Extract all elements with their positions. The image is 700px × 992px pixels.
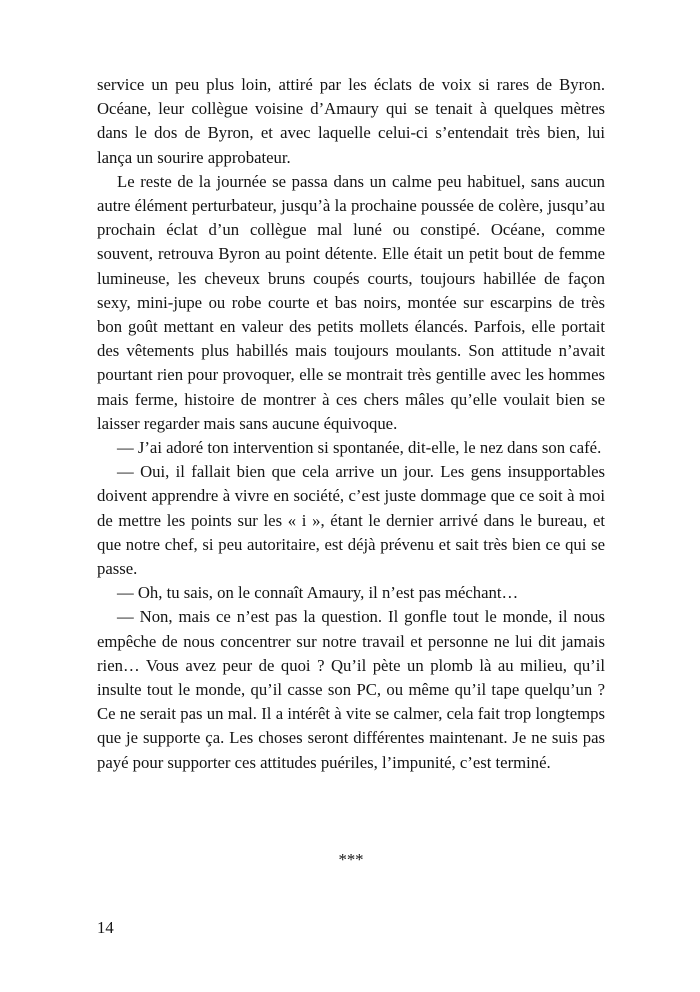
paragraph-dialogue-byron: — Oui, il fallait bien que cela arrive un jour. Les gens insupportables doivent apprendre à vivre en société, c’est juste dommage que ce soit à moi de mettre les points sur les « i », étant le dernier arrivé dans le bureau, et que notre chef, si peu autoritaire, est déjà prévenu et sait très bien ce qui se passe. bbox=[97, 462, 605, 579]
page-number: 14 bbox=[97, 918, 114, 937]
paragraph-dialogue-oceane-2: — Oh, tu sais, on le connaît Amaury, il n’est pas méchant… bbox=[117, 583, 519, 603]
paragraph-narration: Le reste de la journée se passa dans un calme peu habituel, sans aucun autre élément perturbateur, jusqu’à la prochaine poussée de colère, jusqu’au prochain éclat d’un collègue mal luné ou constipé. Océane, comme souvent, retrouva Byron au point détente. Elle était un petit bout de femme lumineuse, les cheveux bruns coupés courts, toujours habillée de façon sexy, mini-jupe ou robe courte et bas noirs, montée sur escarpins de très bon goût mettant en valeur des petits mollets élancés. Parfois, elle portait des vêtements plus habillés mais toujours moulants. Son attitude n’avait pourtant rien pour provoquer, elle se montrait très gentille avec les hommes mais ferme, histoire de montrer à ces chers mâles qu’elle voulait bien se laisser regarder mais sans aucune équivoque. bbox=[97, 171, 605, 433]
body-text bbox=[97, 73, 605, 775]
paragraph-dialogue-byron-2: — Non, mais ce n’est pas la question. Il gonfle tout le monde, il nous empêche de nous concentrer sur notre travail et personne ne lui dit jamais rien… Vous avez peur de quoi ? Qu’il pète un plomb là au milieu, qu’il insulte tout le monde, qu’il casse son PC, ou même qu’il tape quelqu’un ? Ce ne serait pas un mal. Il a intérêt à vite se calmer, cela fait trop longtemps que je supporte ça. Les choses seront différentes maintenant. Je ne suis pas payé pour supporter ces attitudes puériles, l’impunité, c’est terminé. bbox=[97, 607, 605, 772]
paragraph-continuation: service un peu plus loin, attiré par les éclats de voix si rares de Byron. Océane, leur collègue voisine d’Amaury qui se tenait à quelques mètres dans le dos de Byron, et avec laquelle celui-ci s’entendait très bien, lui lança un sourire approbateur. bbox=[97, 75, 605, 167]
paragraph-dialogue-oceane: — J’ai adoré ton intervention si spontanée, dit-elle, le nez dans son café. bbox=[117, 438, 602, 458]
section-separator: *** bbox=[338, 850, 364, 869]
